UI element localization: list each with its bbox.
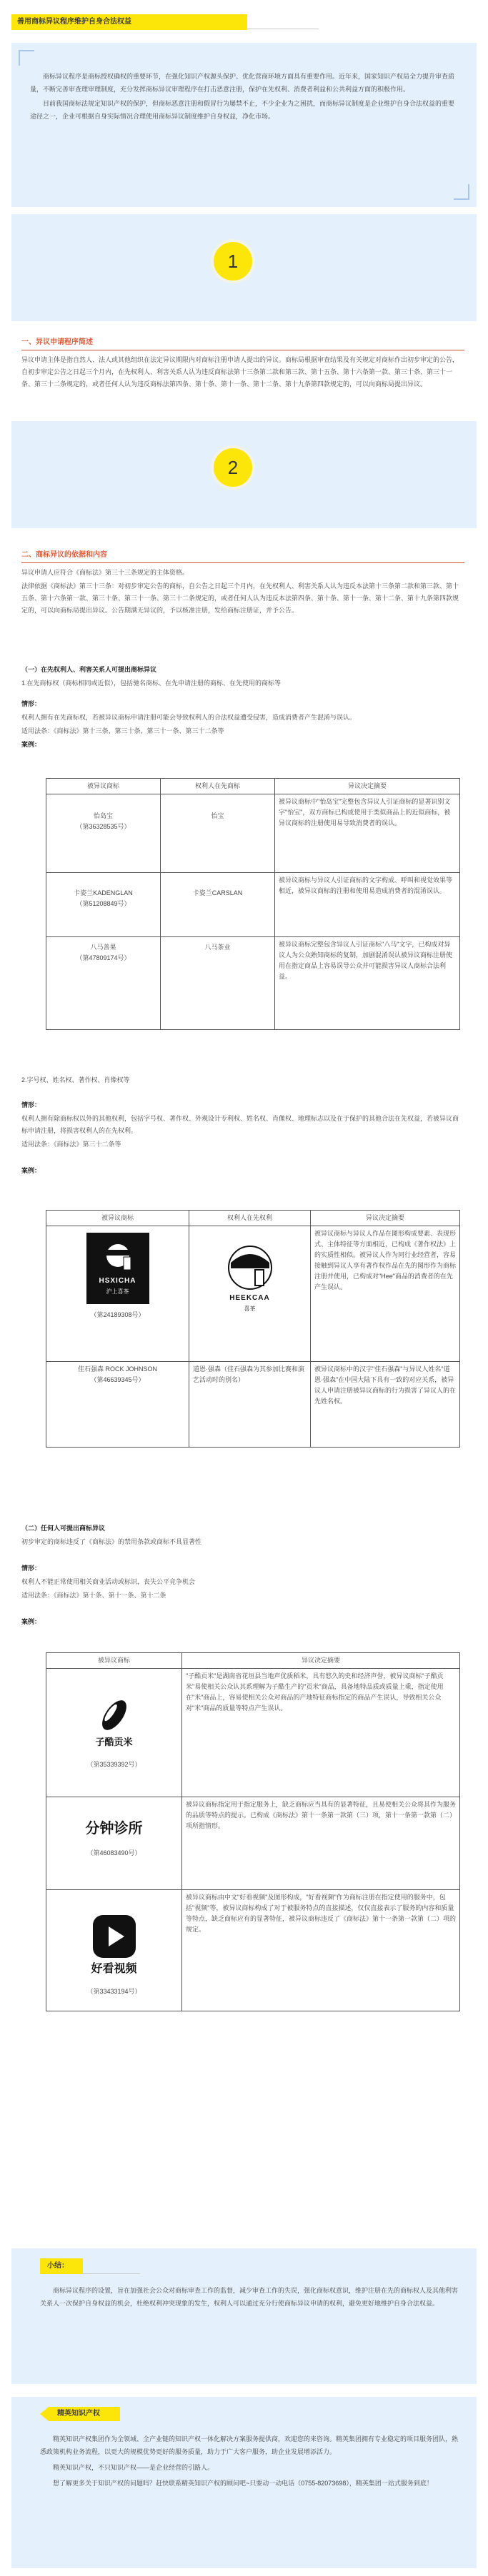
table-header: 权利人在先商标 [161,779,275,794]
play-icon [91,1914,137,1959]
table-row [46,1226,460,1362]
mark-reg-number: （第46083490号） [86,1849,141,1857]
table-row [46,1797,460,1890]
table-row [46,873,460,937]
decision-summary: 被异议商标与异议人作品在图形构成要素、表现形式、主体特征等方面相近，已构成《著作权法》上的实质性相似。被异议人作为同行业经营者，容易接触到异议人享有著作权作品在先的图形作为商标注册并使用，已构成对"Hee"商品的消费者的在先产生误认。 [311,1226,460,1362]
case-label: 情形： [21,1101,41,1108]
decision-summary: "子酷贡米"是湖南省花垣县当地声优质稻米，具有悠久的史和经济声誉，被异议商标"子酷贡米"易使相关公众认其系理解为子酷生产的"贡米"商品，具备地特品质或质量上乘，指定使用在"米"商品上，容易使相关公众对商品的产地特征商标指定的商品产生误认，导致相关公众对"米"商品的质量等特点产生误认。 [182,1669,460,1797]
prior-mark-cell [161,873,275,937]
company-box [11,2397,477,2568]
section2-line: 异议申请人应符合《商标法》第三十三条规定的主体资格。 [21,569,189,576]
opposed-mark-cell [46,937,161,1030]
table-header: 被异议商标 [46,1211,189,1226]
decision-summary: 被异议商标指定用于指定服务上，缺乏商标应当具有的显著特征，且易使相关公众将其作为服务的品质等特点的提示。已构成《商标法》第十一条第一款第（三）项，第十一条第一款第（二）项所指情形。 [182,1797,460,1890]
case-table-2 [46,1210,460,1448]
case-label: 案例： [21,1167,41,1174]
subsection-1 [21,664,464,752]
table-header: 被异议商标 [46,779,161,794]
case-table-1 [46,778,460,1030]
section1-body: 异议申请主体是指自然人、法人或其他组织在法定异议期限内对商标注册申请人提出的异议。商标局根据审查结果及有关规定对商标作出初步审定的公告，自初步审定公告之日起三个月内，在先权利人、利害关系人认为违反商标法第十三条第二款和第三款、第十五条、第十六条第一款、第三十条、第三十一条、第三十二条规定的，或者任何人认为违反商标法第四条、第十条、第十一条、第十二条、第十九条第四款规定的，可以向商标局提出异议。 [21,356,459,388]
article-title-bar [11,14,247,30]
mark-reg-number: （第33433194号） [86,1988,141,1995]
law-text: 适用法条：《商标法》第十条、第十一条、第十二条 [21,1592,166,1599]
mark-reg-number: （第24189308号） [90,1311,145,1318]
opposed-mark-cell [46,794,161,873]
law-text: 适用法条：《商标法》第三十二条等 [21,1141,121,1148]
tag-arrow-icon [40,2407,49,2421]
prior-mark-text: 卡姿兰CARSLAN [192,889,243,896]
table-header: 权利人在先权利 [189,1211,311,1226]
person-drinking-icon [225,1243,275,1293]
company-paragraph: 精英知识产权，不只知识产权——是企业经营的引路人。 [53,2464,214,2471]
table-header: 异议决定摘要 [275,779,460,794]
decision-summary: 被异议商标与异议人引证商标的文字构成、呼叫和视觉效果等相近，被异议商标的注册和使用易造成消费者的混淆误认。 [275,873,460,937]
company-tag: 精英知识产权 [49,2407,120,2421]
mark-text: 佳石强森 ROCK JOHNSON [77,1365,157,1373]
opposed-mark-cell [46,1226,189,1362]
law-text: 适用法条：《商标法》第十三条、第三十条、第三十一条、第三十二条等 [21,727,224,734]
logo-text: HSXICHA [99,1277,136,1285]
case-label: 案例： [21,1618,41,1625]
hsxicha-logo [86,1233,149,1304]
opposed-mark-cell [46,1890,182,2011]
section-number-badge: 1 [211,239,255,283]
summary-body: 商标异议程序的设置，旨在加强社会公众对商标审查工作的监督，减少审查工作的失误，强化商标权意识，维护注册在先的商标权人及其他利害关系人一次保护自身权益的机会，杜绝权利冲突现象的发生，权利人可以通过充分行使商标异议申请的权利，避免更好地维护自身合法权益。 [40,2287,459,2307]
mark-reg-number: （第35339392号） [86,1761,141,1768]
corner-decoration [454,184,469,200]
mark-reg-number: （第47809174号） [76,954,131,961]
intro-box [11,43,477,207]
summary-tag: 小结： [40,2258,83,2274]
subsection-item: 2.字号权、姓名权、著作权、肖像权等 [21,1076,130,1084]
mark-reg-number: （第46639345号） [90,1376,145,1383]
company-paragraph: 精英知识产权集团作为全领域、全产业链的知识产权一体化解决方案服务提供商，欢迎您的来咨询。精英集团拥有专业稳定的项目服务团队，熟悉政策机构业务流程，以更大的规模优势更好的服务质量，助力于广大客户服务，助企业发展增添活力。 [40,2435,459,2455]
logo-text: 分钟诊所 [85,1821,143,1837]
case-label: 情形： [21,700,41,707]
situation-text: 权利人拥有除商标权以外的其他权利，包括字号权、著作权、外观设计专利权、姓名权、肖像权、地理标志以及在于保护的其他合法在先权益，若被异议商标申请注册，将损害权利人的在先权利。 [21,1115,459,1134]
zikugongmi-logo [75,1681,154,1759]
corner-decoration [19,50,34,66]
opposed-mark-cell [46,1669,182,1797]
opposed-mark-cell [46,1362,189,1448]
article-title: 善用商标异议程序维护自身合法权益 [17,18,131,26]
logo-text: HEEKCAA [229,1294,270,1302]
person-drinking-icon [96,1240,139,1276]
case-label: 案例： [21,741,41,748]
opposed-mark-cell [46,873,161,937]
section-heading: 二、商标异议的依据和内容 [21,551,107,559]
table-header: 异议决定摘要 [182,1653,460,1669]
decision-summary: 被异议商标完整包含异议人引证商标"八马"文字，已构成对异议人为公众熟知商标的复制，加剧混淆误认被异议商标注册使用在指定商品上容易误导公众并可能损害异议人商标合法利益。 [275,937,460,1030]
haokanshipin-logo [71,1901,157,1986]
decision-summary: 被异议商标中"怡岛宝"完整包含异议人引证商标的显著识别文字"怡宝"，双方商标已构成使用于类似商品上的近似商标，被异议商标的注册使用易导致消费者的误认。 [275,794,460,873]
situation-text: 权利人拥有在先商标权，若被异议商标申请注册可能会导致权利人的合法权益遭受侵害，造成消费者产生混淆与误认。 [21,714,357,721]
mark-text: 怡岛宝 [93,812,113,819]
table-row [46,794,460,873]
section2-line: 法律依据《商标法》第三十三条：对初步审定公告的商标，自公告之日起三个月内，在先权利人、利害关系人认为违反本法第十三条第二款和第三款、第十五条、第十六条第一款、第三十条、第三十一条、第三十二条规定的，或者任何人认为违反本法第四条、第十条、第十一条、第十二条、第十九条第四款规定的，可以向商标局提出异议。公告期满无异议的，予以核准注册，发给商标注册证，并予公告。 [21,582,459,614]
decision-summary: 被异议商标中的汉字"佳石强森"与异议人姓名"道恩·强森"在中国大陆下具有一致的对应关系，被异议人申请注册被异议商标的行为损害了异议人的在先姓名权。 [311,1362,460,1448]
situation-text: 权利人不能正常使用相关商业活动或标识，丧失公平竞争机会 [21,1578,196,1585]
mark-reg-number: （第36328535号） [76,823,131,830]
table-row [46,1890,460,2011]
subsection-desc: 初步审定的商标违反了《商标法》的禁用条款或商标不具显著性 [21,1538,202,1545]
opposed-mark-cell [46,1797,182,1890]
mark-reg-number: （第51208849号） [76,900,131,907]
prior-mark-text: 八马茶业 [204,944,231,951]
intro-paragraph: 商标异议程序是商标授权确权的重要环节，在强化知识产权源头保护、优化营商环境方面具有重要作用。近年来，国家知识产权局全力提升审查质量，不断完善审查理审理制度，充分发挥商标异议审理程序在打击恶意注册，保护在先权利、消费者利益和公共利益方面的积极作用。 [30,73,455,93]
subsection-item: 1.在先商标权（商标相同或近似），包括驰名商标、在先申请注册的商标、在先使用的商标等 [21,680,282,687]
company-paragraph: 想了解更多关于知识产权的问题吗？赶快联系精英知识产权的顾问吧~只要动一动电话（0755-82073698），精英集团一站式服务到底！ [53,2480,433,2487]
tag-underline [83,2273,140,2274]
logo-text: 子酷贡米 [95,1736,133,1747]
prior-right-cell: 道恩·强森（佳石强森为其参加比赛和演艺活动时的别名） [189,1362,311,1448]
heekcaa-logo [214,1236,286,1321]
case-table-3 [46,1652,460,2011]
prior-mark-text: 怡宝 [211,812,224,819]
section-divider [21,562,464,563]
section-number-badge: 2 [211,445,255,490]
prior-right-cell [189,1226,311,1362]
mark-text: 卡姿兰KADENGLAN [74,889,133,896]
rice-grain-icon [93,1694,136,1737]
table-row [46,1362,460,1448]
subsection-title: （一）在先权利人、利害关系人可提出商标异议 [21,666,157,673]
table-row [46,937,460,1030]
subsection-title: （二）任何人可提出商标异议 [21,1525,106,1532]
subsection-2 [21,1522,464,1630]
logo-subtext: 喜茶 [244,1305,256,1312]
case-label: 情形： [21,1565,41,1572]
table-row [46,1669,460,1797]
company-body [40,2433,462,2492]
intro-paragraph: 目前我国商标法规定知识产权的保护，但商标恶意注册和假冒行为屡禁不止，不少企业为之困扰，而商标异议制度是企业维护自身合法权益的重要途径之一，企业可根据自身实际情况合理使用商标异议制度维护自身权益，净化市场。 [30,100,455,120]
decision-summary: 被异议商标由中文"好看视频"及图形构成，"好看视频"作为商标注册在指定使用的服务中，包括"视频"等，被异议商标构成了对于被服务特点的直接描述，仅仅直接表示了服务的内容和质量等特点，缺乏商标应有的显著特征，被异议商标违反了《商标法》第十一条第一款第（二）项的规定。 [182,1890,460,2011]
summary-box [11,2248,477,2384]
logo-subtext: 沪上喜茶 [106,1288,129,1295]
prior-mark-cell [161,794,275,873]
mark-text: 八马善果 [90,944,116,951]
logo-text: 好看视频 [91,1962,137,1975]
section-body [21,354,464,392]
table-header: 被异议商标 [46,1653,182,1669]
subsection-1-item2 [21,1074,464,1178]
table-header: 异议决定摘要 [311,1211,460,1226]
section2-intro [21,567,464,618]
section-heading: 一、异议申请程序简述 [21,338,93,346]
prior-mark-cell [161,937,275,1030]
